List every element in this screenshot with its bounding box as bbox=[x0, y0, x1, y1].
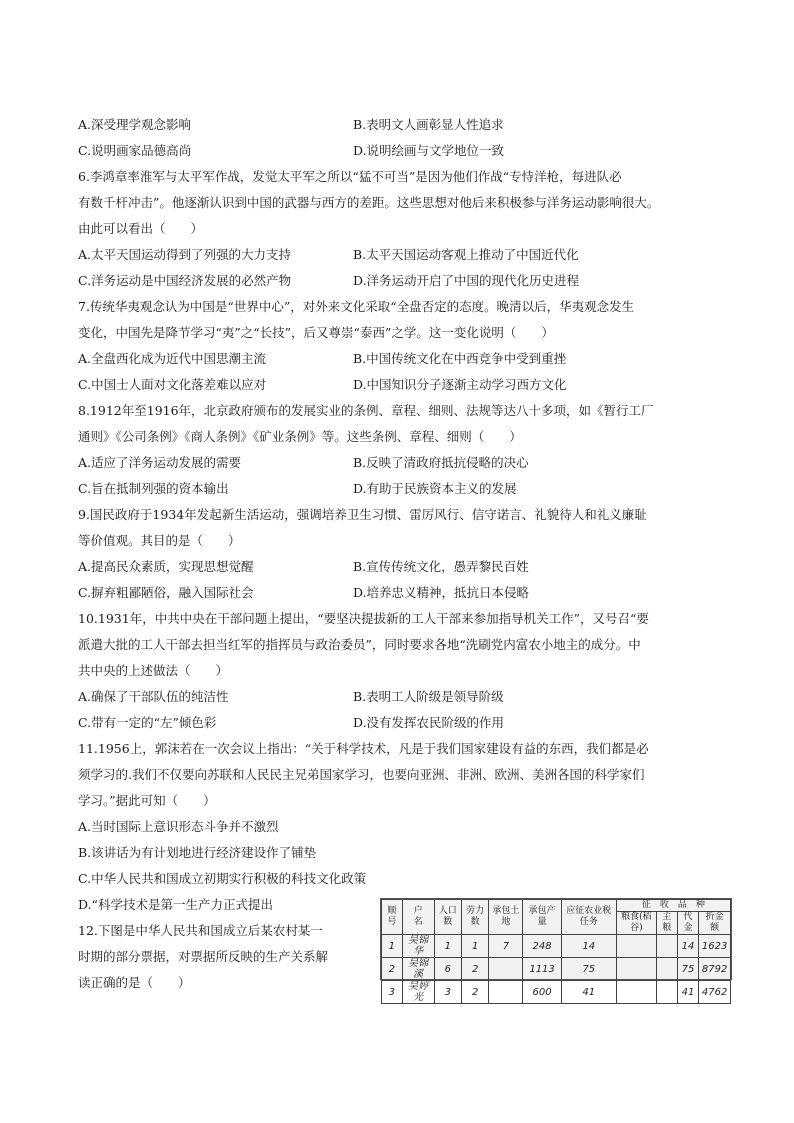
table-cell: 600 bbox=[523, 981, 561, 1004]
table-cell bbox=[489, 958, 523, 981]
option-b[interactable]: B.宣传传统文化，愚弄黎民百姓 bbox=[353, 559, 529, 574]
question-stem-line: 须学习的.我们不仅要向苏联和人民民主兄弟国家学习，也要向亚洲、非洲、欧洲、美洲各国的科学家们 bbox=[78, 767, 645, 782]
question-stem-line: 共中央的上述做法（ ） bbox=[78, 663, 229, 678]
option-c[interactable]: C.中华人民共和国成立初期实行积极的科技文化政策 bbox=[78, 871, 367, 886]
table-cell: 14 bbox=[561, 935, 616, 958]
header-cell: 户 名 bbox=[402, 900, 434, 935]
header-cell: 顺号 bbox=[382, 900, 403, 935]
question-6 bbox=[78, 164, 718, 294]
question-11 bbox=[78, 736, 718, 918]
receipt-image bbox=[380, 898, 732, 1003]
question-7 bbox=[78, 294, 718, 398]
table-cell: 2 bbox=[382, 958, 403, 981]
table-cell: 75 bbox=[677, 958, 699, 981]
table-cell bbox=[656, 958, 677, 981]
table-row bbox=[382, 958, 731, 981]
header-cell: 主粮 bbox=[656, 912, 677, 935]
question-stem-line: 10.1931年，中共中央在干部问题上提出，“要坚决提拔新的工人干部来参加指导机关工作”，又号召“要 bbox=[78, 611, 649, 626]
question-stem-line: 8.1912年至1916年，北京政府颁布的发展实业的条例、章程、细则、法规等达八十多项，如《暂行工厂 bbox=[78, 403, 654, 418]
question-stem-line: 12.下图是中华人民共和国成立后某农村某一 bbox=[78, 923, 323, 938]
table-cell: 1 bbox=[461, 935, 488, 958]
question-stem-line: 派遣大批的工人干部去担当红军的指挥员与政治委员”，同时要求各地“洗刷党内富农小地主的成分。中 bbox=[78, 637, 641, 652]
table-cell: 1 bbox=[434, 935, 461, 958]
table-cell: 吴婷光 bbox=[402, 981, 434, 1004]
question-stem-line: 有数千杆冲击”。他逐渐认识到中国的武器与西方的差距。这些思想对他后来积极参与洋务运动影响很大。 bbox=[78, 195, 660, 210]
exam-page bbox=[78, 112, 718, 996]
option-d[interactable]: D.培养忠义精神，抵抗日本侵略 bbox=[353, 585, 530, 600]
group-header-cell: 征 收 品 种 bbox=[616, 900, 730, 912]
table-cell: 75 bbox=[561, 958, 616, 981]
table-cell: 41 bbox=[561, 981, 616, 1004]
question-stem-line: 由此可以看出（ ） bbox=[78, 221, 204, 236]
table-cell bbox=[616, 958, 656, 981]
header-cell: 承包产量 bbox=[523, 900, 561, 935]
option-d[interactable]: D.中国知识分子逐渐主动学习西方文化 bbox=[353, 377, 567, 392]
header-cell: 折金额 bbox=[699, 912, 731, 935]
option-c[interactable]: C.摒弃粗鄙陋俗，融入国际社会 bbox=[78, 585, 254, 600]
option-a[interactable]: A.全盘西化成为近代中国思潮主流 bbox=[78, 351, 267, 366]
option-b[interactable]: B.该讲话为有计划地进行经济建设作了铺垫 bbox=[78, 845, 317, 860]
header-cell: 粮食(稻谷) bbox=[616, 912, 656, 935]
question-stem-line: 11.1956上，郭沫若在一次会议上指出：“关于科学技术，凡是于我们国家建设有益的东西，我们都是必 bbox=[78, 741, 649, 756]
header-cell: 应征农业税任务 bbox=[561, 900, 616, 935]
table-cell bbox=[656, 981, 677, 1004]
option-a[interactable]: A.太平天国运动得到了列强的大力支持 bbox=[78, 247, 292, 262]
question-9 bbox=[78, 502, 718, 606]
table-row bbox=[382, 981, 731, 1004]
option-c[interactable]: C.洋务运动是中国经济发展的必然产物 bbox=[78, 273, 292, 288]
table-cell: 6 bbox=[434, 958, 461, 981]
option-d[interactable]: D.洋务运动开启了中国的现代化历史进程 bbox=[353, 273, 580, 288]
option-b[interactable]: B.表明文人画彰显人性追求 bbox=[353, 117, 504, 132]
table-cell: 3 bbox=[382, 981, 403, 1004]
option-b[interactable]: B.中国传统文化在中西竞争中受到重挫 bbox=[353, 351, 567, 366]
table-cell: 2 bbox=[461, 981, 488, 1004]
question-stem-line: 6.李鸿章率淮军与太平军作战，发觉太平军之所以“猛不可当”是因为他们作战“专恃洋枪，每进队必 bbox=[78, 169, 622, 184]
question-stem-line: 等价值观。其目的是（ ） bbox=[78, 533, 241, 548]
question-5-options bbox=[78, 112, 718, 164]
question-stem-line: 7.传统华夷观念认为中国是“世界中心”，对外来文化采取“全盘否定的态度。晚清以后，华夷观念发生 bbox=[78, 299, 635, 314]
option-d[interactable]: D.说明绘画与文学地位一致 bbox=[353, 143, 505, 158]
option-b[interactable]: B.反映了清政府抵抗侵略的决心 bbox=[353, 455, 529, 470]
option-c[interactable]: C.中国士人面对文化落差难以应对 bbox=[78, 377, 267, 392]
option-a[interactable]: A.深受理学观念影响 bbox=[78, 117, 192, 132]
table-cell: 8792 bbox=[699, 958, 731, 981]
option-d[interactable]: D.有助于民族资本主义的发展 bbox=[353, 481, 517, 496]
table-cell: 4762 bbox=[699, 981, 731, 1004]
table-cell: 248 bbox=[523, 935, 561, 958]
table-cell bbox=[489, 981, 523, 1004]
question-stem-line: 读正确的是（ ） bbox=[78, 975, 191, 990]
option-d[interactable]: D.“科学技术是第一生产力正式提出 bbox=[78, 897, 273, 912]
option-c[interactable]: C.说明画家品德高尚 bbox=[78, 143, 192, 158]
table-cell: 41 bbox=[677, 981, 699, 1004]
header-cell: 人口数 bbox=[434, 900, 461, 935]
table-cell bbox=[616, 935, 656, 958]
header-cell: 承包土地 bbox=[489, 900, 523, 935]
option-c[interactable]: C.旨在抵制列强的资本输出 bbox=[78, 481, 229, 496]
table-cell bbox=[616, 981, 656, 1004]
option-a[interactable]: A.确保了干部队伍的纯洁性 bbox=[78, 689, 229, 704]
header-cell: 劳力数 bbox=[461, 900, 488, 935]
table-cell: 1623 bbox=[699, 935, 731, 958]
table-cell: 14 bbox=[677, 935, 699, 958]
table-cell: 2 bbox=[461, 958, 488, 981]
table-cell: 吴锦华 bbox=[402, 935, 434, 958]
table-row bbox=[382, 935, 731, 958]
question-stem-line: 时期的部分票据，对票据所反映的生产关系解 bbox=[78, 949, 329, 964]
question-stem-line: 通则》《公司条例》《商人条例》《矿业条例》等。这些条例、章程、细则（ ） bbox=[78, 429, 522, 444]
question-stem-line: 学习。”据此可知（ ） bbox=[78, 793, 216, 808]
table-cell: 1 bbox=[382, 935, 403, 958]
option-d[interactable]: D.没有发挥农民阶级的作用 bbox=[353, 715, 505, 730]
table-cell: 吴锦溪 bbox=[402, 958, 434, 981]
option-a[interactable]: A.适应了洋务运动发展的需要 bbox=[78, 455, 242, 470]
question-stem-line: 9.国民政府于1934年发起新生活运动，强调培养卫生习惯、雷厉风行、信守诺言、礼貌待人和礼义廉耻 bbox=[78, 507, 647, 522]
question-8 bbox=[78, 398, 718, 502]
option-b[interactable]: B.表明工人阶级是领导阶级 bbox=[353, 689, 504, 704]
question-10 bbox=[78, 606, 718, 736]
receipt-table bbox=[381, 899, 731, 1004]
header-cell: 代金 bbox=[677, 912, 699, 935]
table-cell bbox=[656, 935, 677, 958]
option-c[interactable]: C.带有一定的“左”倾色彩 bbox=[78, 715, 217, 730]
question-stem-line: 变化，中国先是降节学习“夷”之“长技”，后又尊崇“泰西”之学。这一变化说明（ ） bbox=[78, 325, 554, 340]
table-cell: 1113 bbox=[523, 958, 561, 981]
table-cell: 3 bbox=[434, 981, 461, 1004]
table-cell: 7 bbox=[489, 935, 523, 958]
option-a[interactable]: A.当时国际上意识形态斗争并不激烈 bbox=[78, 819, 279, 834]
option-b[interactable]: B.太平天国运动客观上推动了中国近代化 bbox=[353, 247, 579, 262]
option-a[interactable]: A.提高民众素质，实现思想觉醒 bbox=[78, 559, 254, 574]
